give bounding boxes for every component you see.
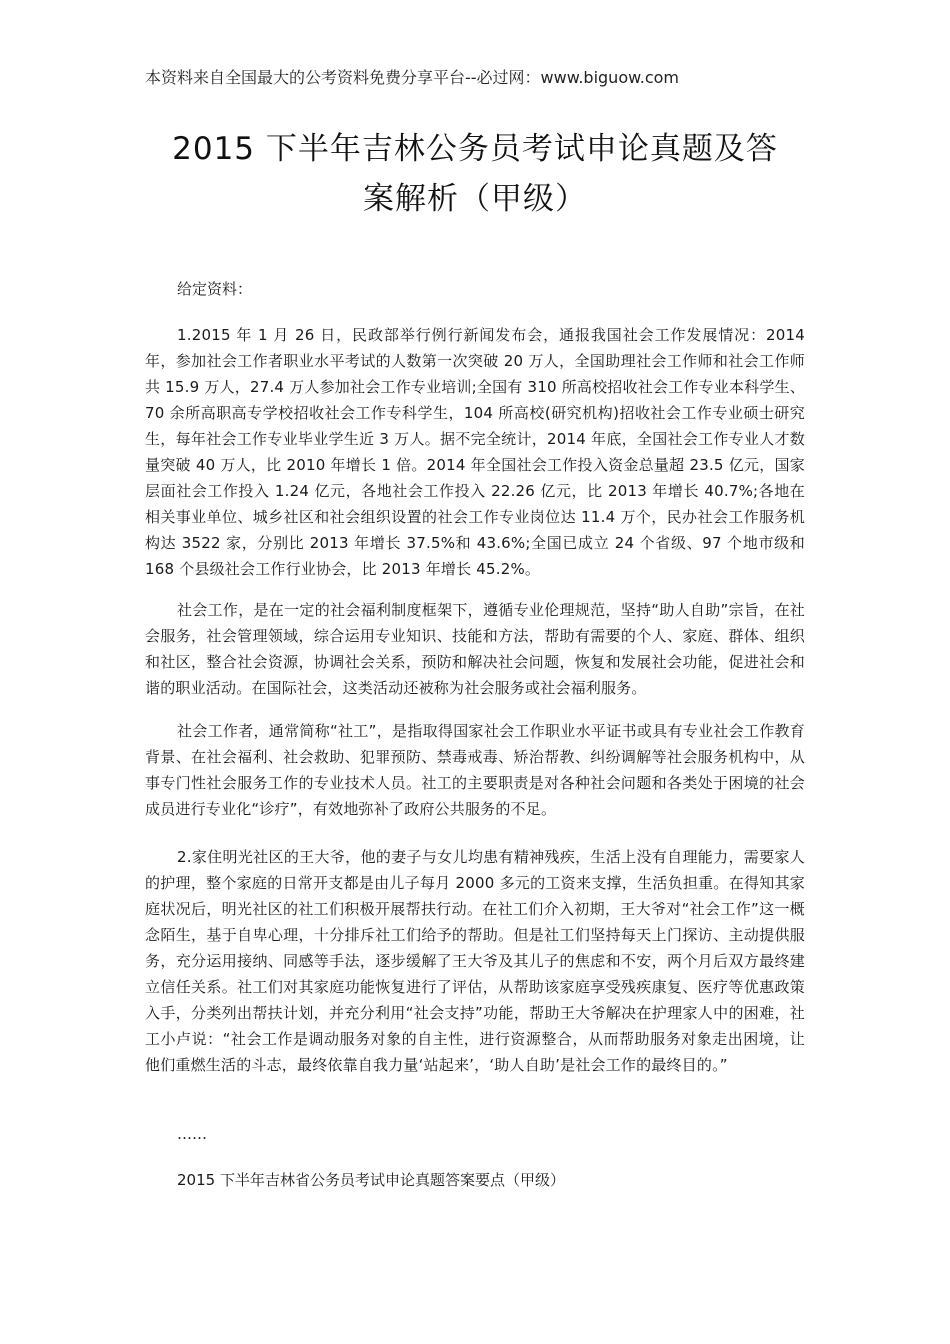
answer-heading: 2015 下半年吉林省公务员考试申论真题答案要点（甲级） — [177, 1171, 565, 1189]
section-label: 给定资料： — [177, 280, 253, 298]
source-header-note: 本资料来自全国最大的公考资料免费分享平台--必过网：www.biguow.com — [145, 68, 679, 87]
paragraph-1: 1.2015 年 1 月 26 日，民政部举行例行新闻发布会，通报我国社会工作发展情况：2014 年，参加社会工作者职业水平考试的人数第一次突破 20 万人，全国助理社会工作师和社会工作师共 15.9 万人，27.4 万人参加社会工作专业培训;全国有 310 所高校招收社会工作专业本科学生、70 余所高职高专学校招收社会工作专科学生，104 所高校(研究机构)招收社会工作专业硕士研究生，每年社会工作专业毕业学生近 3 万人。据不完全统计，2014 年底，全国社会工作专业人才数量突破 40 万人，比 2010 年增长 1 倍。2014 年全国社会工作投入资金总量超 23.5 亿元，国家层面社会工作投入 1.24 亿元，各地社会工作投入 22.26 亿元，比 2013 年增长 40.7%;各地在相关事业单位、城乡社区和社会组织设置的社会工作专业岗位达 11.4 万个，民办社会工作服务机构达 3522 家，分别比 2013 年增长 37.5%和 43.6%;全国已成立 24 个省级、97 个地市级和 168 个县级社会工作行业协会，比 2013 年增长 45.2%。 — [145, 326, 805, 578]
paragraph-2: 社会工作，是在一定的社会福利制度框架下，遵循专业伦理规范，坚持“助人自助”宗旨，在社会服务，社会管理领域，综合运用专业知识、技能和方法，帮助有需要的个人、家庭、群体、组织和社区，整合社会资源，协调社会关系，预防和解决社会问题，恢复和发展社会功能，促进社会和谐的职业活动。在国际社会，这类活动还被称为社会服务或社会福利服务。 — [145, 601, 805, 697]
title-line-2: 案解析（甲级） — [363, 181, 587, 217]
ellipsis: …… — [177, 1125, 207, 1143]
title-line-1: 2015 下半年吉林公务员考试申论真题及答 — [172, 131, 778, 167]
paragraph-4: 2.家住明光社区的王大爷，他的妻子与女儿均患有精神残疾，生活上没有自理能力，需要家人的护理，整个家庭的日常开支都是由儿子每月 2000 多元的工资来支撑，生活负担重。在得知其家庭状况后，明光社区的社工们积极开展帮扶行动。在社工们介入初期，王大爷对“社会工作”这一概念陌生，基于自卑心理，十分排斥社工们给予的帮助。但是社工们坚持每天上门探访、主动提供服务，充分运用接纳、同感等手法，逐步缓解了王大爷及其儿子的焦虑和不安，两个月后双方最终建立信任关系。社工们对其家庭功能恢复进行了评估，从帮助该家庭享受残疾康复、医疗等优惠政策入手，分类列出帮扶计划，并充分利用“社会支持”功能，帮助王大爷解决在护理家人中的困难，社工小卢说：“社会工作是调动服务对象的自主性，进行资源整合，从而帮助服务对象走出困境，让他们重燃生活的斗志，最终依靠自我力量‘站起来’，‘助人自助’是社会工作的最终目的。” — [145, 848, 805, 1074]
document-title — [120, 124, 830, 224]
paragraph-3: 社会工作者，通常简称“社工”，是指取得国家社会工作职业水平证书或具有专业社会工作教育背景、在社会福利、社会救助、犯罪预防、禁毒戒毒、矫治帮教、纠纷调解等社会服务机构中，从事专门性社会服务工作的专业技术人员。社工的主要职责是对各种社会问题和各类处于困境的社会成员进行专业化“诊疗”，有效地弥补了政府公共服务的不足。 — [145, 722, 805, 818]
